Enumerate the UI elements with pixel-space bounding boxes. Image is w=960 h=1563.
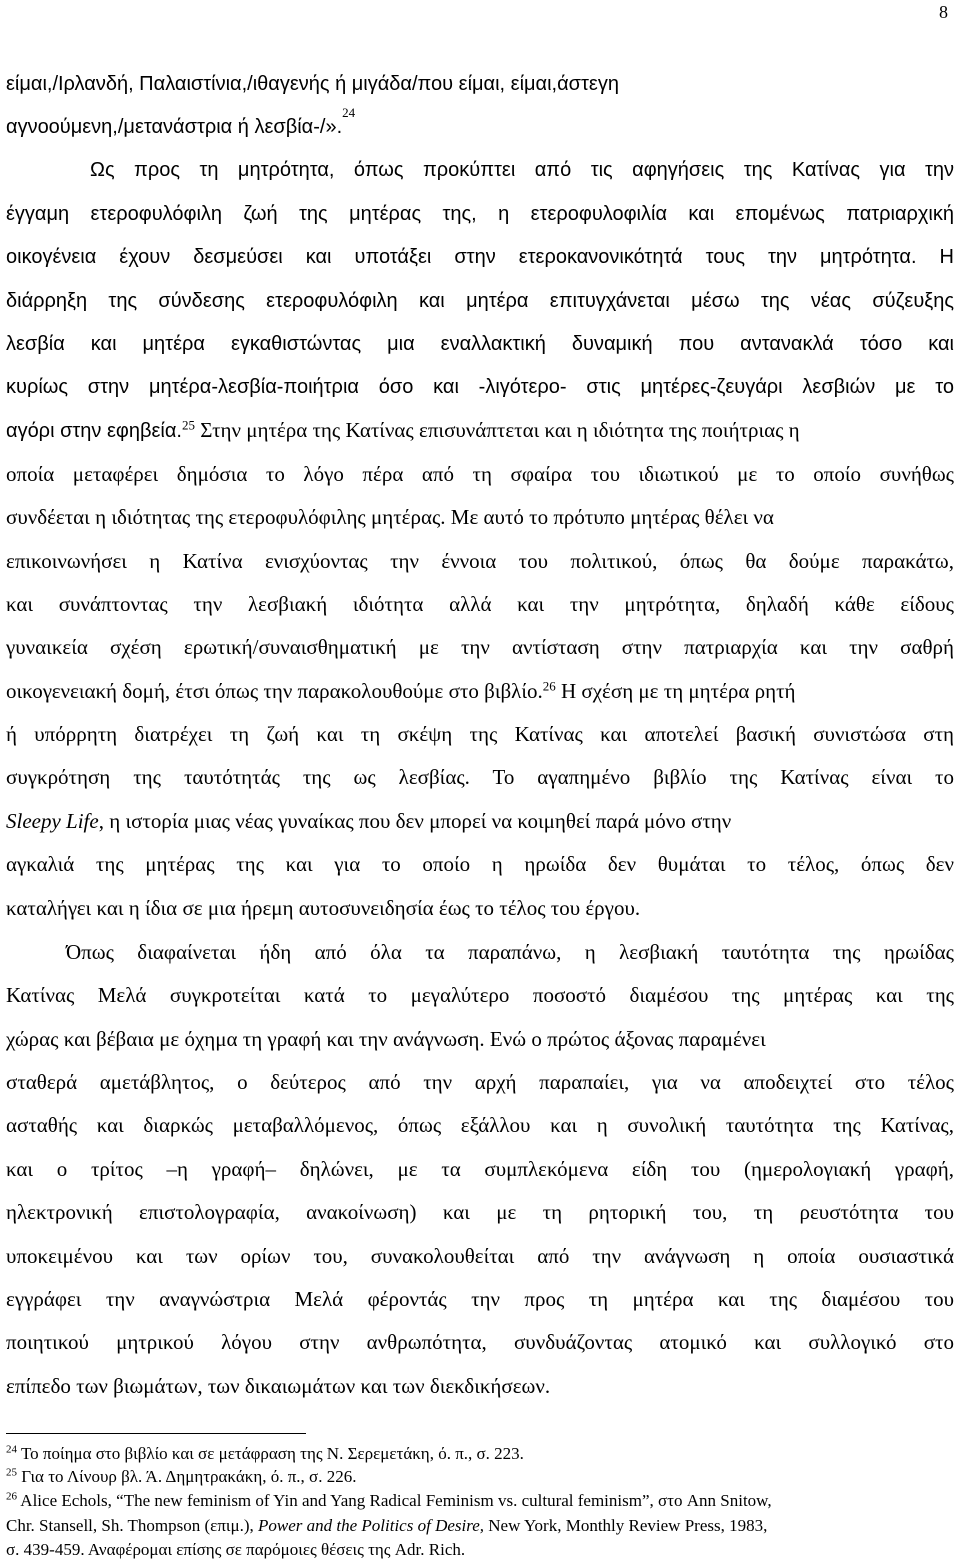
text-line (6, 105, 954, 139)
text-line: είμαι,/Ιρλανδή, Παλαιστίνια,/ιθαγενής ή μιγάδα/που είμαι, είμαι,άστεγη (6, 73, 619, 95)
text-line: γυναικεία σχέση ερωτική/συναισθηματική με την αντίσταση στην πατριαρχία και την σαθρή (6, 635, 954, 659)
text-line: καταλήγει και η ίδια σε μια ήρεμη αυτοσυνειδησία έως το τέλος του έργου. (6, 896, 641, 920)
footnote-text: Alice Echols, “The new feminism of Yin and Yang Radical Feminism vs. cultural feminism”, στο Ann Snitow, (17, 1491, 772, 1510)
text-segment: οικογενειακή δομή, έτσι όπως την παρακολουθούμε στο βιβλίο. (6, 679, 543, 703)
text-segment: συνδέεται η ιδιότητας της ετεροφυλόφιλης μητέρας. (6, 505, 446, 529)
text-line: αγκαλιά της μητέρας της και για το οποίο η ηρωίδα δεν θυμάται το τέλος, όπως δεν (6, 852, 954, 876)
text-segment: χώρας και βέβαια με όχημα τη γραφή και την ανάγνωση. (6, 1027, 485, 1051)
footnote-book-title: Power and the Politics of Desire, (258, 1516, 485, 1535)
text-line: επικοινωνήσει η Κατίνα ενισχύοντας την έννοια του πολιτικού, όπως θα δούμε παρακάτω, (6, 549, 954, 573)
book-title: Sleepy Life (6, 809, 99, 833)
text-line (6, 505, 954, 530)
text-line: ηλεκτρονική επιστολογραφία, ανακοίνωση) και με τη ρητορική του, τη ρευστότητα του (6, 1200, 954, 1224)
text-segment: αγνοούμενη,/μετανάστρια ή λεσβία-/». (6, 116, 343, 138)
footnote-25 (6, 1467, 954, 1487)
text-line (6, 1027, 954, 1051)
footnote-text: Chr. Stansell, Sh. Thompson (επιμ.), (6, 1516, 258, 1535)
footnote-26-end: σ. 439-459. Αναφέρομαι επίσης σε παρόμοιες θέσεις της Adr. Rich. (6, 1540, 466, 1559)
footnote-ref-25: 25 (181, 417, 195, 433)
text-line: λεσβία και μητέρα εγκαθιστώντας μια εναλλακτική δυναμική που αντανακλά τόσο και (6, 333, 954, 355)
footnote-24 (6, 1444, 954, 1464)
text-line: επίπεδο των βιωμάτων, των δικαιωμάτων και των διεκδικήσεων. (6, 1374, 551, 1398)
text-line: συγκρότηση της ταυτότητάς της ως λεσβίας. Το αγαπημένο βιβλίο της Κατίνας είναι το (6, 765, 954, 789)
footnote-ref-24: 24 (342, 105, 356, 121)
text-segment: Στην μητέρα της Κατίνας επισυνάπτεται και η ιδιότητα της ποιήτριας η (194, 418, 800, 442)
footnote-ref-26: 26 (542, 678, 556, 694)
text-line (6, 679, 954, 704)
text-line: Κατίνας Μελά συγκροτείται κατά το μεγαλύτερο ποσοστό διαμέσου της μητέρας και της (6, 983, 954, 1007)
footnote-text: New York, Monthly Review Press, 1983, (484, 1516, 768, 1535)
text-line: και ο τρίτος –η γραφή– δηλώνει, με τα συμπλεκόμενα είδη του (ημερολογιακή γραφή, (6, 1157, 954, 1181)
footnote-26-cont (6, 1516, 954, 1536)
text-segment: Με αυτό το πρότυπο μητέρας θέλει να (445, 505, 774, 529)
text-line: Όπως διαφαίνεται ήδη από όλα τα παραπάνω, η λεσβιακή ταυτότητα της ηρωίδας (66, 940, 954, 964)
text-segment: αγόρι στην εφηβεία. (6, 420, 182, 442)
text-segment: , η ιστορία μιας νέας γυναίκας που δεν μπορεί να κοιμηθεί παρά μόνο στην (98, 809, 732, 833)
text-line: υποκειμένου και των ορίων του, συνακολουθείται από την ανάγνωση η οποία ουσιαστικά (6, 1244, 954, 1268)
text-line: οποία μεταφέρει δημόσια το λόγο πέρα από τη σφαίρα του ιδιωτικού με το οποίο συνήθως (6, 462, 954, 486)
footnote-text: Το ποίημα στο βιβλίο και σε μετάφραση της Ν. Σερεμετάκη, ό. π., σ. 223. (17, 1444, 524, 1463)
text-line: εγγράφει την αναγνώστρια Μελά φέροντάς την προς τη μητέρα και της διαμέσου του (6, 1287, 954, 1311)
footnote-text: Για το Λίνουρ βλ. Ά. Δημητρακάκη, ό. π., σ. 226. (17, 1467, 357, 1486)
text-line: ή υπόρρητη διατρέχει τη ζωή και τη σκέψη της Κατίνας και αποτελεί βασική συνιστώσα στη (6, 722, 954, 746)
text-line: ποιητικού μητρικού λόγου στην ανθρωπότητα, συνδυάζοντας ατομικό και συλλογικό στο (6, 1330, 954, 1354)
footnote-26 (6, 1491, 954, 1511)
text-line: ασταθής και διαρκώς μεταβαλλόμενος, όπως εξάλλου και η συνολική ταυτότητα της Κατίνας, (6, 1113, 954, 1137)
text-line (6, 809, 954, 833)
text-segment: Η σχέση με τη μητέρα ρητή (555, 679, 796, 703)
text-line: Ως προς τη μητρότητα, όπως προκύπτει από τις αφηγήσεις της Κατίνας για την (90, 159, 954, 181)
footnote-number: 24 (6, 1443, 17, 1456)
text-line: και συνάπτοντας την λεσβιακή ιδιότητα αλλά και την μητρότητα, δηλαδή κάθε είδους (6, 592, 954, 616)
page-number: 8 (939, 2, 948, 22)
footnote-number: 26 (6, 1490, 17, 1503)
footnote-number: 25 (6, 1466, 17, 1479)
text-line: κυρίως στην μητέρα-λεσβία-ποιήτρια όσο και -λιγότερο- στις μητέρες-ζευγάρι λεσβιών με το (6, 376, 954, 398)
text-line: σταθερά αμετάβλητος, ο δεύτερος από την αρχή παραπαίει, για να αποδειχτεί στο τέλος (6, 1070, 954, 1094)
text-line: διάρρηξη της σύνδεσης ετεροφυλόφιλη και μητέρα επιτυγχάνεται μέσω της νέας σύζευξης (6, 290, 954, 312)
text-line: οικογένεια έχουν δεσμεύσει και υποτάξει στην ετεροκανονικότητά τους την μητρότητα. Η (6, 246, 954, 268)
footnote-divider (6, 1433, 306, 1434)
text-segment: Ενώ ο πρώτος άξονας παραμένει (484, 1027, 766, 1051)
text-line: έγγαμη ετεροφυλόφιλη ζωή της μητέρας της, η ετεροφυλοφιλία και επομένως πατριαρχική (6, 203, 954, 225)
text-line (6, 418, 954, 443)
